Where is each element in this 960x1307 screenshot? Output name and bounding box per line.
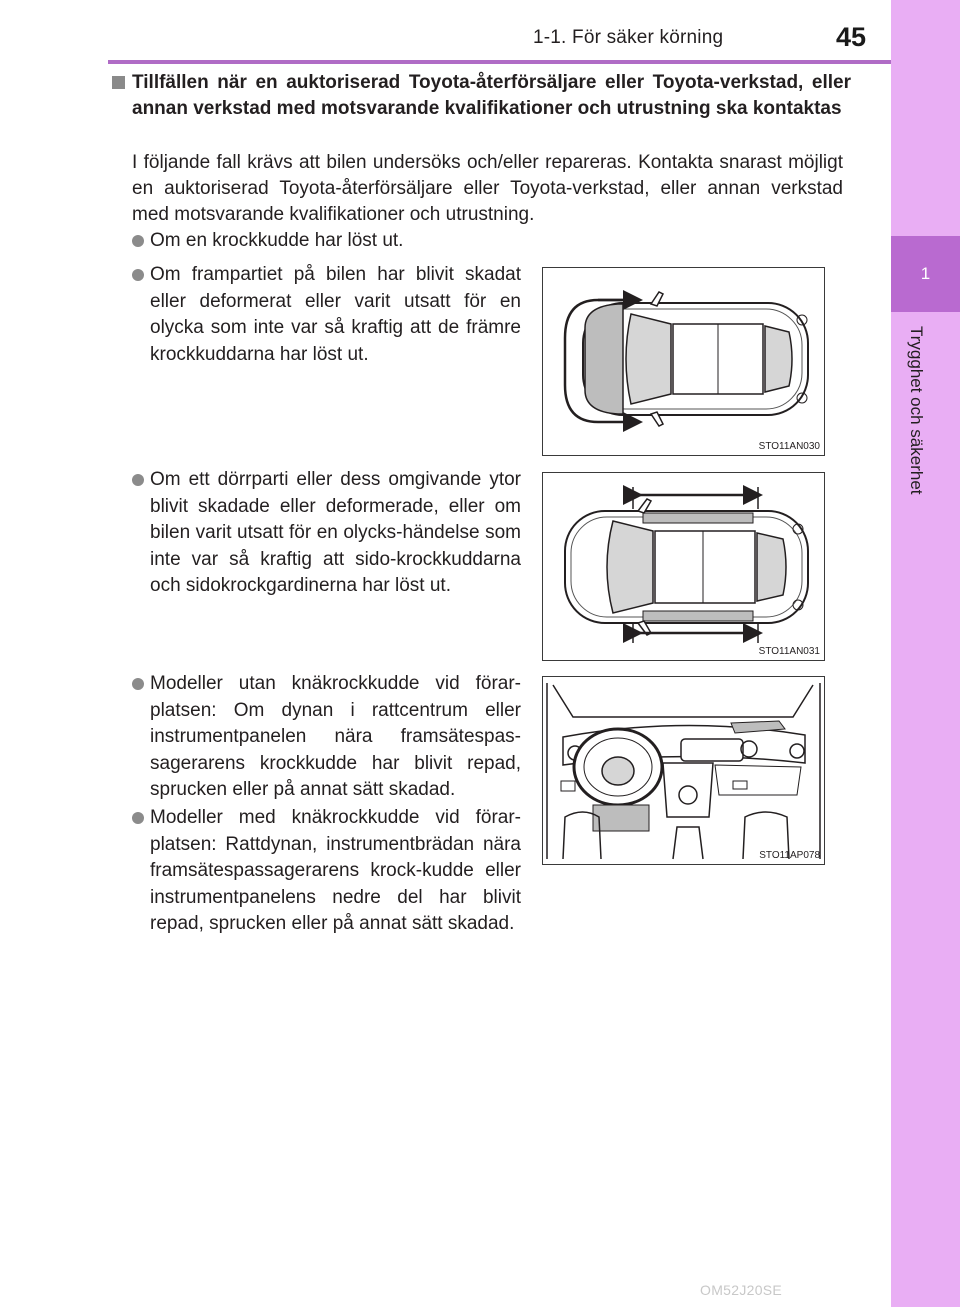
figure-code: STO11AP078: [759, 850, 820, 861]
bullet-icon: [132, 812, 144, 824]
chapter-number-tab[interactable]: 1: [891, 236, 960, 312]
bullet-airbag-deployed: Om en krockkudde har löst ut.: [150, 230, 404, 251]
bullet-door-damage: Om ett dörrparti eller dess omgivande ytor blivit skadade eller deformerade, eller om bilen varit utsatt för en olycks-händelse som inte var så kraftig att sido-krockkuddarna och sidokrockgardinerna har löst ut.: [150, 469, 521, 596]
dashboard-interior-icon: [543, 677, 824, 864]
section-heading: Tillfällen när en auktoriserad Toyota-återförsäljare eller Toyota-verkstad, eller annan verkstad med motsvarande kvalifikationer och utrustning ska kontaktas: [132, 72, 851, 119]
bullet-icon: [132, 235, 144, 247]
bullet-icon: [132, 474, 144, 486]
figure-code: STO11AN030: [758, 441, 820, 452]
heading-square-icon: [112, 76, 125, 89]
bullet-icon: [132, 269, 144, 281]
bullet-no-knee-airbag: Modeller utan knäkrockkudde vid förar-platsen: Om dynan i rattcentrum eller instrumentpanelen nära framsätespas-sagerarens krockkudde har blivit repad, sprucken eller på annat sätt skadad.: [150, 673, 521, 800]
car-top-view-side-impact-icon: [543, 473, 824, 660]
section-title: 1-1. För säker körning: [533, 27, 724, 48]
figure-side-impact: [542, 472, 825, 661]
figure-code: STO11AN031: [758, 646, 820, 657]
intro-paragraph: I följande fall krävs att bilen undersöks och/eller repareras. Kontakta snarast möjligt en auktoriserad Toyota-återförsäljare eller Toyota-verkstad, eller annan verkstad med motsvarande kvalifikationer och utrustning.: [132, 152, 843, 225]
bullet-icon: [132, 678, 144, 690]
bullet-knee-airbag: Modeller med knäkrockkudde vid förar-platsen: Rattdynan, instrumentbrädan nära framsätespassagerarens krock-kudde eller instrumentpanelens nedre del har blivit repad, sprucken eller på annat sätt skadad.: [150, 807, 521, 934]
car-top-view-front-impact-icon: [543, 268, 824, 455]
figure-dashboard: [542, 676, 825, 865]
bullet-front-damage: Om frampartiet på bilen har blivit skadat eller deformerat eller varit utsatt för en olycka som inte var så kraftig att de främre krockkuddarna har löst ut.: [150, 264, 521, 365]
footer-watermark: OM52J20SE: [700, 1282, 783, 1298]
page-number: 45: [836, 22, 867, 52]
figure-front-impact: [542, 267, 825, 456]
header-rule: [108, 60, 892, 64]
chapter-label: [896, 326, 936, 536]
chapter-label-text: Trygghet och säkerhet: [907, 326, 926, 495]
chapter-side-strip: [891, 0, 960, 1307]
